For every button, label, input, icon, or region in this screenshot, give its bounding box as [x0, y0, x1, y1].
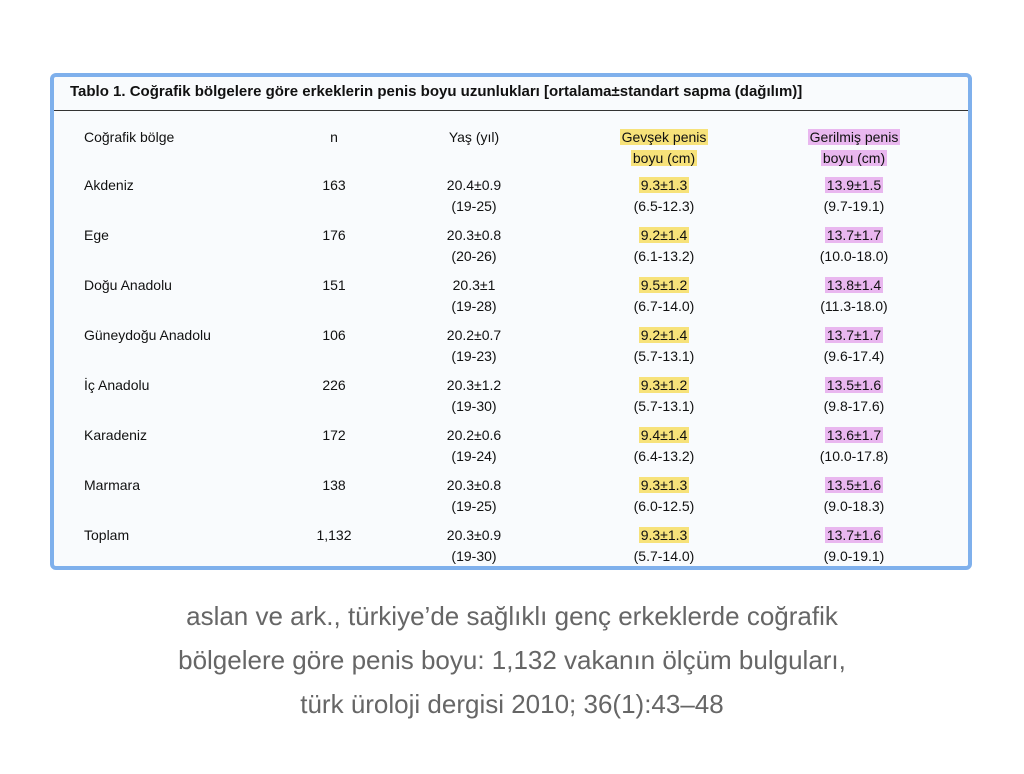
cell-region: [84, 225, 284, 275]
table-row: [84, 525, 944, 575]
cell-region: [84, 325, 284, 375]
stretched-range: (9.0-19.1): [823, 548, 885, 564]
stretched-mean: 13.8±1.4: [826, 277, 882, 293]
age-mean: 20.3±1: [452, 277, 496, 293]
header-flaccid: [564, 127, 764, 175]
caption-line-1: aslan ve ark., türkiye’de sağlıklı genç erkeklerde coğrafik: [186, 601, 838, 631]
sample-count: 106: [322, 327, 346, 343]
flaccid-mean: 9.4±1.4: [640, 427, 688, 443]
flaccid-mean: 9.3±1.2: [640, 377, 688, 393]
sample-count: 176: [322, 227, 346, 243]
age-mean: 20.3±0.8: [446, 227, 502, 243]
flaccid-range: (5.7-13.1): [633, 348, 695, 364]
age-range: (19-25): [451, 498, 497, 514]
stretched-mean: 13.7±1.7: [826, 227, 882, 243]
sample-count: 138: [322, 477, 346, 493]
age-mean: 20.2±0.7: [446, 327, 502, 343]
cell-stretched: [764, 525, 944, 575]
age-range: (19-28): [451, 298, 497, 314]
region-name: Güneydoğu Anadolu: [84, 327, 211, 343]
table-row: [84, 425, 944, 475]
table-body: [84, 175, 944, 575]
cell-n: [284, 375, 384, 425]
cell-age: [384, 475, 564, 525]
cell-n: [284, 225, 384, 275]
table-header-row: [84, 127, 944, 175]
cell-region: [84, 475, 284, 525]
stretched-range: (10.0-18.0): [819, 248, 889, 264]
cell-n: [284, 525, 384, 575]
cell-n: [284, 325, 384, 375]
cell-stretched: [764, 225, 944, 275]
header-stretched: [764, 127, 944, 175]
cell-n: [284, 175, 384, 225]
header-flaccid-line2: boyu (cm): [632, 150, 696, 166]
caption-line-3: türk üroloji dergisi 2010; 36(1):43–48: [300, 689, 724, 719]
cell-age: [384, 425, 564, 475]
age-range: (19-24): [451, 448, 497, 464]
header-age: Yaş (yıl): [448, 129, 500, 145]
cell-region: [84, 525, 284, 575]
header-flaccid-line1: Gevşek penis: [621, 129, 707, 145]
caption-line-2: bölgelere göre penis boyu: 1,132 vakanın ölçüm bulguları,: [178, 645, 846, 675]
flaccid-mean: 9.5±1.2: [640, 277, 688, 293]
header-region: Coğrafik bölge: [84, 129, 175, 145]
cell-region: [84, 425, 284, 475]
data-table: [84, 127, 944, 575]
cell-flaccid: [564, 325, 764, 375]
table-row: [84, 225, 944, 275]
age-range: (19-30): [451, 548, 497, 564]
table-frame: [50, 73, 972, 570]
region-name: Karadeniz: [84, 427, 148, 443]
cell-flaccid: [564, 225, 764, 275]
cell-stretched: [764, 175, 944, 225]
table-row: [84, 475, 944, 525]
age-mean: 20.3±0.8: [446, 477, 502, 493]
age-range: (19-23): [451, 348, 497, 364]
stretched-range: (9.8-17.6): [823, 398, 885, 414]
cell-flaccid: [564, 425, 764, 475]
header-stretched-line2: boyu (cm): [822, 150, 886, 166]
cell-stretched: [764, 475, 944, 525]
cell-age: [384, 525, 564, 575]
age-range: (19-30): [451, 398, 497, 414]
sample-count: 163: [322, 177, 346, 193]
cell-age: [384, 275, 564, 325]
cell-flaccid: [564, 525, 764, 575]
header-n: n: [330, 129, 338, 145]
stretched-range: (11.3-18.0): [820, 298, 888, 314]
stretched-range: (9.6-17.4): [823, 348, 885, 364]
cell-stretched: [764, 325, 944, 375]
flaccid-mean: 9.3±1.3: [640, 527, 688, 543]
cell-flaccid: [564, 175, 764, 225]
cell-age: [384, 325, 564, 375]
table-row: [84, 275, 944, 325]
cell-n: [284, 425, 384, 475]
stretched-range: (9.7-19.1): [823, 198, 885, 214]
flaccid-range: (6.0-12.5): [633, 498, 695, 514]
stretched-mean: 13.6±1.7: [826, 427, 882, 443]
cell-flaccid: [564, 375, 764, 425]
age-range: (20-26): [451, 248, 497, 264]
cell-age: [384, 175, 564, 225]
cell-flaccid: [564, 275, 764, 325]
flaccid-range: (6.1-13.2): [633, 248, 695, 264]
region-name: Toplam: [84, 527, 130, 543]
cell-age: [384, 375, 564, 425]
flaccid-range: (6.4-13.2): [633, 448, 695, 464]
sample-count: 151: [322, 277, 346, 293]
flaccid-range: (6.7-14.0): [633, 298, 695, 314]
age-mean: 20.3±1.2: [446, 377, 502, 393]
cell-n: [284, 475, 384, 525]
flaccid-range: (5.7-13.1): [633, 398, 695, 414]
cell-age: [384, 225, 564, 275]
flaccid-mean: 9.2±1.4: [640, 227, 688, 243]
stretched-mean: 13.9±1.5: [826, 177, 882, 193]
region-name: Marmara: [84, 477, 141, 493]
sample-count: 226: [322, 377, 346, 393]
table-title: Tablo 1. Coğrafik bölgelere göre erkeklerin penis boyu uzunlukları [ortalama±standart sapma (dağılım)]: [70, 83, 803, 100]
flaccid-mean: 9.3±1.3: [640, 177, 688, 193]
table-row: [84, 325, 944, 375]
cell-stretched: [764, 425, 944, 475]
stretched-mean: 13.7±1.6: [826, 527, 882, 543]
cell-flaccid: [564, 475, 764, 525]
age-mean: 20.3±0.9: [446, 527, 502, 543]
region-name: İç Anadolu: [84, 377, 150, 393]
age-mean: 20.4±0.9: [446, 177, 502, 193]
stretched-range: (10.0-17.8): [819, 448, 889, 464]
flaccid-mean: 9.3±1.3: [640, 477, 688, 493]
region-name: Doğu Anadolu: [84, 277, 172, 293]
table-row: [84, 375, 944, 425]
stretched-mean: 13.5±1.6: [826, 377, 882, 393]
citation-caption: [0, 594, 1024, 726]
cell-n: [284, 275, 384, 325]
header-stretched-line1: Gerilmiş penis: [809, 129, 899, 145]
cell-stretched: [764, 275, 944, 325]
stretched-range: (9.0-18.3): [823, 498, 885, 514]
age-range: (19-25): [451, 198, 497, 214]
flaccid-range: (5.7-14.0): [633, 548, 695, 564]
cell-region: [84, 375, 284, 425]
stretched-mean: 13.5±1.6: [826, 477, 882, 493]
table-row: [84, 175, 944, 225]
cell-region: [84, 175, 284, 225]
region-name: Ege: [84, 227, 109, 243]
region-name: Akdeniz: [84, 177, 134, 193]
stretched-mean: 13.7±1.7: [826, 327, 882, 343]
cell-stretched: [764, 375, 944, 425]
age-mean: 20.2±0.6: [446, 427, 502, 443]
flaccid-range: (6.5-12.3): [633, 198, 695, 214]
title-divider: [54, 110, 968, 111]
cell-region: [84, 275, 284, 325]
sample-count: 172: [322, 427, 346, 443]
sample-count: 1,132: [316, 527, 352, 543]
flaccid-mean: 9.2±1.4: [640, 327, 688, 343]
